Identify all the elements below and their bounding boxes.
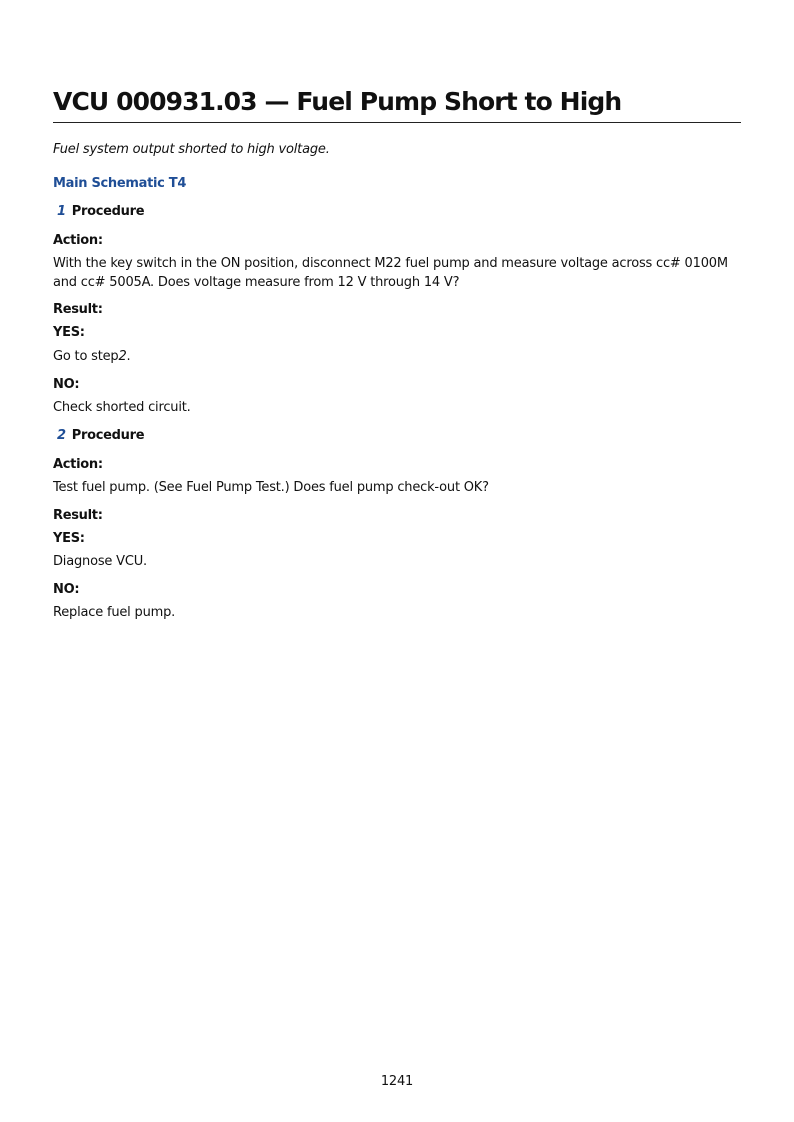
step-number: 2: [57, 428, 66, 443]
yes-label: YES:: [53, 325, 85, 340]
page-title: VCU 000931.03 — Fuel Pump Short to High: [53, 87, 622, 116]
result-label: Result:: [53, 302, 103, 317]
action-label: Action:: [53, 233, 103, 248]
yes-text-prefix: Go to step: [53, 349, 119, 364]
step-title: Procedure: [71, 428, 145, 443]
action-label: Action:: [53, 457, 103, 472]
yes-label: YES:: [53, 531, 85, 546]
schematic-reference: Main Schematic T4: [53, 176, 187, 191]
yes-text: [53, 347, 745, 366]
no-label: NO:: [53, 582, 80, 597]
no-text: Check shorted circuit.: [53, 400, 191, 415]
step-link[interactable]: 2: [118, 349, 127, 364]
no-text: Replace fuel pump.: [53, 605, 176, 620]
step-title: Procedure: [71, 204, 145, 219]
yes-text: Diagnose VCU.: [53, 554, 147, 569]
result-label: Result:: [53, 508, 103, 523]
title-divider: [53, 122, 741, 123]
fault-description: Fuel system output shorted to high voltage.: [53, 142, 330, 157]
step-number: 1: [57, 204, 66, 219]
step-heading: [57, 427, 144, 445]
action-text: Test fuel pump. (See Fuel Pump Test.) Does fuel pump check-out OK?: [53, 480, 489, 495]
page-number: 1241: [380, 1074, 414, 1089]
action-text: With the key switch in the ON position, disconnect M22 fuel pump and measure voltage across cc# 0100M and cc# 5005A. Does voltage measure from 12 V through 14 V?: [53, 256, 728, 290]
yes-text-suffix: .: [126, 349, 131, 364]
step-heading: [57, 203, 144, 221]
no-label: NO:: [53, 377, 80, 392]
